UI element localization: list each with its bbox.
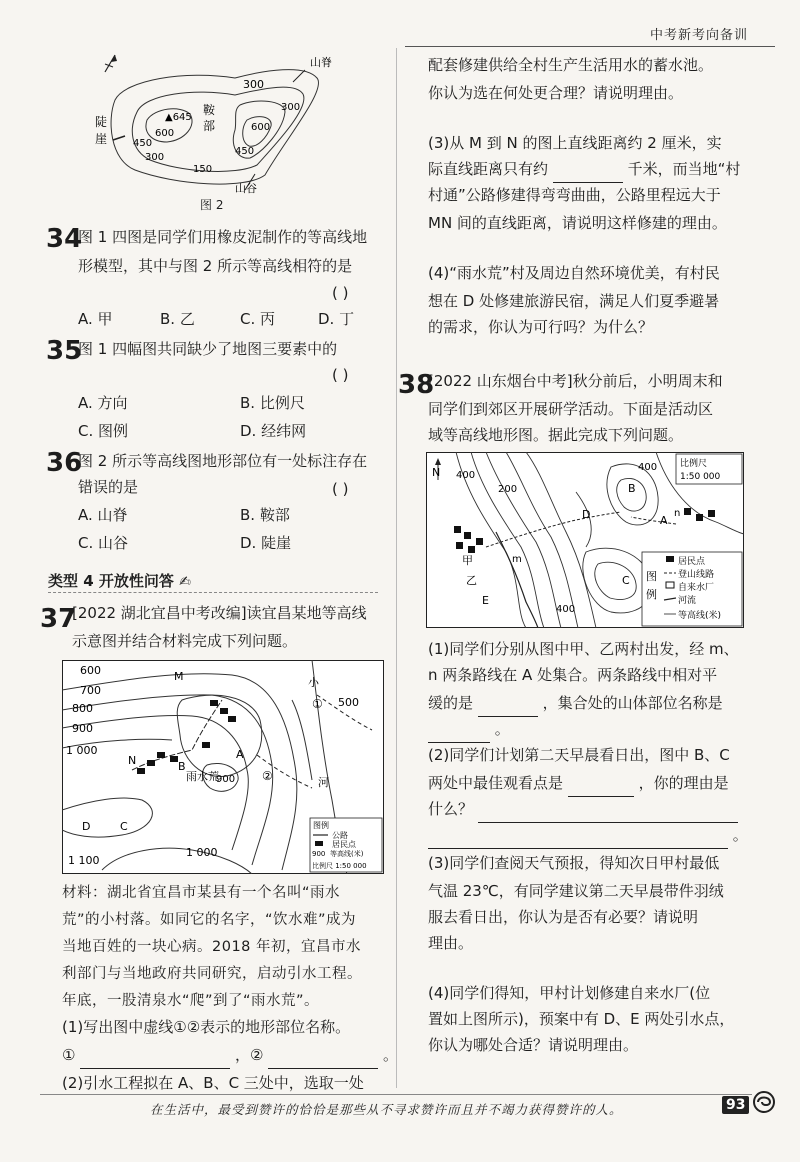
map37-label-d: D: [82, 820, 91, 833]
question-38-sub1-line3: [428, 690, 723, 717]
question-38-sub3-line2: 气温 23℃，有同学建议第二天早晨带件羽绒: [428, 882, 724, 900]
fig2-label-valley: 山谷: [235, 182, 257, 195]
fig2-label-300b: 300: [145, 152, 165, 163]
header-rule: [405, 46, 775, 47]
question-37-sub2-line2: 配套修建供给全村生产生活用水的蓄水池。: [428, 56, 714, 74]
question-36-option-d[interactable]: D. 陡崖: [240, 534, 292, 552]
map37-label-700: 700: [80, 684, 101, 697]
question-36-answer-bracket[interactable]: ( ): [332, 480, 349, 498]
material-line-5: 年底，一股清泉水“爬”到了“雨水荒”。: [62, 993, 320, 1009]
map38-label-n-route: n: [674, 508, 681, 519]
sub1-answer-blank-1[interactable]: [80, 1050, 230, 1069]
question-38-sub1-blank-2[interactable]: [428, 724, 490, 743]
question-38-sub2-line3: [428, 796, 738, 823]
map38-legend-house: 居民点: [678, 557, 706, 567]
question-36-option-a[interactable]: A. 山脊: [78, 506, 128, 524]
map38-label-e: E: [482, 594, 489, 607]
question-38-sub2-line2: [428, 770, 729, 797]
footer-quote: 在生活中，最受到赞许的恰恰是那些从不寻求赞许而且并不竭力获得赞许的人。: [150, 1102, 623, 1117]
question-34-line2: 形模型，其中与图 2 所示等高线相符的是: [78, 257, 353, 275]
map38-label-b: B: [628, 482, 636, 495]
question-38-contour-map: [426, 452, 744, 628]
question-36-line2: 错误的是: [78, 478, 139, 496]
question-36-option-c[interactable]: C. 山谷: [78, 534, 129, 552]
sub1-38-line4-b: 。: [494, 720, 510, 738]
sub1-blank1-label: ①: [62, 1046, 76, 1064]
map37-legend-title: 图例: [313, 821, 329, 830]
question-38-sub2-line4: [428, 822, 748, 849]
question-37-line1: [2022 湖北宜昌中考改编]读宜昌某地等高线: [72, 604, 367, 622]
fig2-label-saddle2: 部: [203, 119, 216, 133]
figure-2-caption: 图 2: [200, 198, 224, 212]
map37-legend-road: 公路: [332, 831, 348, 840]
map37-label-village: 雨水荒: [186, 770, 219, 783]
sub2-38-line2-a: 两处中最佳观看点是: [428, 774, 564, 792]
fig2-label-600a: 600: [155, 128, 175, 139]
map38-label-yi: 乙: [466, 574, 477, 587]
section-underline: [48, 592, 378, 594]
sub1-38-line3-b: ，集合处的山体部位名称是: [542, 694, 723, 712]
map37-label-900: 900: [72, 722, 93, 735]
fig2-label-450a: 450: [133, 138, 153, 149]
question-38-sub4-line1: (4)同学们得知，甲村计划修建自来水厂(位: [428, 984, 711, 1002]
question-37-sub1: (1)写出图中虚线①②表示的地形部位名称。: [62, 1018, 351, 1036]
question-37-contour-map: [62, 660, 384, 874]
question-38-sub2-blank-2[interactable]: [478, 804, 738, 823]
question-34-option-b[interactable]: B. 乙: [160, 310, 195, 328]
sub1-blank2-label: ，②: [235, 1046, 264, 1064]
question-37-sub3-line1: (3)从 M 到 N 的图上直线距离约 2 厘米，实: [428, 134, 722, 152]
material-line-3: 当地百姓的一块心病。2018 年初，宜昌市水: [62, 939, 362, 955]
swirl-logo-icon: [752, 1090, 776, 1114]
question-35-line1: 图 1 四幅图共同缺少了地图三要素中的: [78, 340, 338, 358]
question-36-option-b[interactable]: B. 鞍部: [240, 506, 290, 524]
map37-label-river2: 河: [318, 776, 329, 789]
question-34-option-c[interactable]: C. 丙: [240, 310, 276, 328]
question-38-sub2-blank-3[interactable]: [428, 830, 728, 849]
column-divider: [396, 48, 397, 1088]
map37-label-b: B: [178, 760, 186, 773]
map38-legend-contour: 等高线(米): [678, 611, 722, 621]
map38-legend: [642, 552, 742, 626]
fig2-label-300a: 300: [243, 78, 264, 91]
question-37-material: [62, 880, 388, 1015]
question-34-number: 34: [46, 224, 83, 254]
footer-rule: [40, 1094, 752, 1095]
map38-label-400a: 400: [456, 470, 476, 481]
map37-legend-house: 居民点: [332, 840, 356, 849]
page-number: 93: [722, 1096, 749, 1114]
question-37-sub2-line1: (2)引水工程拟在 A、B、C 三处中，选取一处: [62, 1074, 364, 1092]
question-35-option-d[interactable]: D. 经纬网: [240, 422, 307, 440]
question-35-option-b[interactable]: B. 比例尺: [240, 394, 305, 412]
question-38-sub4-line3: 你认为哪处合适？请说明理由。: [428, 1036, 639, 1054]
fig2-label-450b: 450: [235, 146, 255, 157]
question-35-option-c[interactable]: C. 图例: [78, 422, 129, 440]
question-34-option-a[interactable]: A. 甲: [78, 310, 113, 328]
question-37-sub4-line3: 的需求，你认为可行吗？为什么？: [428, 318, 654, 336]
fig2-label-600b: 600: [251, 122, 271, 133]
map37-legend: [310, 818, 382, 872]
question-36-line1: 图 2 所示等高线图地形部位有一处标注存在: [78, 452, 368, 470]
material-line-4: 利部门与当地政府共同研究，启动引水工程。: [62, 966, 362, 982]
pencil-target-icon: ✍: [179, 574, 191, 590]
question-37-sub4-line1: (4)“雨水荒”村及周边自然环境优美，有村民: [428, 264, 720, 282]
sub3-answer-blank[interactable]: [553, 164, 623, 183]
fig2-label-cliff2: 崖: [95, 132, 108, 146]
map37-label-mark2: ②: [262, 769, 273, 783]
question-38-sub1-line1: (1)同学们分别从图中甲、乙两村出发，经 m、: [428, 640, 739, 658]
section-title: [48, 570, 191, 591]
map38-label-c: C: [622, 574, 630, 587]
map38-label-400b: 400: [638, 462, 658, 473]
question-38-sub2-line1: (2)同学们计划第二天早晨看日出，图中 B、C: [428, 746, 730, 764]
question-38-sub3-line1: (3)同学们查阅天气预报，得知次日甲村最低: [428, 854, 720, 872]
question-38-sub3-line3: 服去看日出，你认为是否有必要？请说明: [428, 908, 699, 926]
map37-label-a: A: [236, 748, 244, 761]
header-title: 中考新考向备训: [650, 28, 749, 43]
question-37-sub1-answer: [62, 1042, 398, 1069]
fig2-label-saddle1: 鞍: [203, 103, 216, 117]
question-38-line2: 同学们到郊区开展研学活动。下面是活动区: [428, 400, 714, 418]
fig2-label-cliff1: 陡: [95, 115, 108, 129]
map38-label-jia: 甲: [462, 554, 473, 567]
sub1-answer-blank-2[interactable]: [268, 1050, 378, 1069]
map37-label-600: 600: [80, 664, 101, 677]
question-38-sub2-blank-1[interactable]: [568, 778, 634, 797]
question-38-sub3-line4: 理由。: [428, 934, 474, 952]
map37-legend-scale: 比例尺 1:50 000: [312, 862, 367, 870]
map38-label-a: A: [660, 514, 668, 527]
question-34-line1: 图 1 四图是同学们用橡皮泥制作的等高线地: [78, 228, 368, 246]
map38-legend-char1: 图: [646, 570, 657, 583]
north-arrow-icon: [105, 55, 117, 72]
map37-label-n: N: [128, 754, 137, 767]
fig2-label-peak: ▲645: [165, 112, 192, 123]
figure-2-contour-map: [85, 50, 385, 200]
question-38-sub1-line4: [428, 716, 510, 743]
map37-label-1100: 1 100: [68, 854, 100, 867]
question-37-sub2-line3: 你认为选在何处更合理？请说明理由。: [428, 84, 684, 102]
map38-scale-label: 比例尺: [680, 459, 708, 469]
question-36-number: 36: [46, 448, 83, 478]
question-38-sub4-line2: 置如上图所示)，预案中有 D、E 两处引水点，: [428, 1010, 735, 1028]
map37-label-1000: 1 000: [66, 744, 98, 757]
material-line-1: 材料：湖北省宜昌市某县有一个名叫“雨水: [62, 885, 341, 901]
map38-label-m: m: [512, 554, 522, 565]
question-34-option-d[interactable]: D. 丁: [318, 310, 355, 328]
map38-scale-value: 1:50 000: [680, 472, 721, 482]
question-35-option-a[interactable]: A. 方向: [78, 394, 128, 412]
map37-label-mark1: ①: [312, 697, 323, 711]
question-37-sub4-line2: 想在 D 处修建旅游民宿，满足人们夏季避暑: [428, 292, 720, 310]
fig2-label-ridge: 山脊: [310, 56, 332, 69]
question-38-sub1-blank-1[interactable]: [478, 698, 538, 717]
map37-legend-contour: 等高线(米): [330, 850, 364, 858]
map37-label-1000b: 1 000: [186, 846, 218, 859]
question-35-number: 35: [46, 336, 83, 366]
question-37-sub3-line4: MN 间的直线距离，请说明这样修建的理由。: [428, 214, 727, 232]
question-38-line3: 域等高线地形图。据此完成下列问题。: [428, 426, 684, 444]
map38-label-n: N: [432, 466, 441, 479]
sub2-38-line3-text: 什么？: [428, 800, 474, 818]
map37-legend-contour-val: 900: [312, 850, 326, 858]
question-37-sub3-line2: [428, 156, 740, 183]
map38-label-200: 200: [498, 484, 518, 495]
map37-label-m: M: [174, 670, 184, 683]
sub1-end: 。: [383, 1046, 399, 1064]
map38-legend-char2: 例: [646, 588, 657, 601]
section-title-text: 类型 4 开放性问答: [48, 572, 174, 590]
question-34-answer-bracket[interactable]: ( ): [332, 284, 349, 302]
question-37-sub3-line3: 村通”公路修建得弯弯曲曲，公路里程远大于: [428, 186, 721, 204]
question-38-line1: [2022 山东烟台中考]秋分前后，小明周末和: [428, 372, 723, 390]
sub1-38-line3-a: 缓的是: [428, 694, 474, 712]
sub3-line2-b: 千米，而当地“村: [627, 160, 741, 178]
fig2-label-300c: 300: [281, 102, 301, 113]
map37-label-500: 500: [338, 696, 359, 709]
map37-label-800: 800: [72, 702, 93, 715]
map37-label-river1: 小: [308, 676, 319, 689]
question-38-sub1-line2: n 两条路线在 A 处集合。两条路线中相对平: [428, 666, 718, 684]
question-37-number: 37: [40, 604, 77, 634]
map38-legend-water: 自来水厂: [678, 583, 715, 593]
sub2-38-line2-b: ，你的理由是: [638, 774, 729, 792]
fig2-label-150: 150: [193, 164, 213, 175]
map38-label-d: D: [582, 508, 591, 521]
map37-label-c: C: [120, 820, 128, 833]
map38-label-400c: 400: [556, 604, 576, 615]
material-line-2: 荒”的小村落。如同它的名字，“饮水难”成为: [62, 912, 357, 928]
map37-label-900b: 900: [216, 774, 236, 785]
question-38-number: 38: [398, 370, 435, 400]
question-37-line2: 示意图并结合材料完成下列问题。: [72, 632, 298, 650]
sub2-38-line4-b: 。: [732, 826, 748, 844]
sub3-line2-a: 际直线距离只有约: [428, 160, 549, 178]
question-35-answer-bracket[interactable]: ( ): [332, 366, 349, 384]
map38-legend-river: 河流: [678, 596, 697, 606]
map38-legend-route: 登山线路: [678, 570, 715, 580]
